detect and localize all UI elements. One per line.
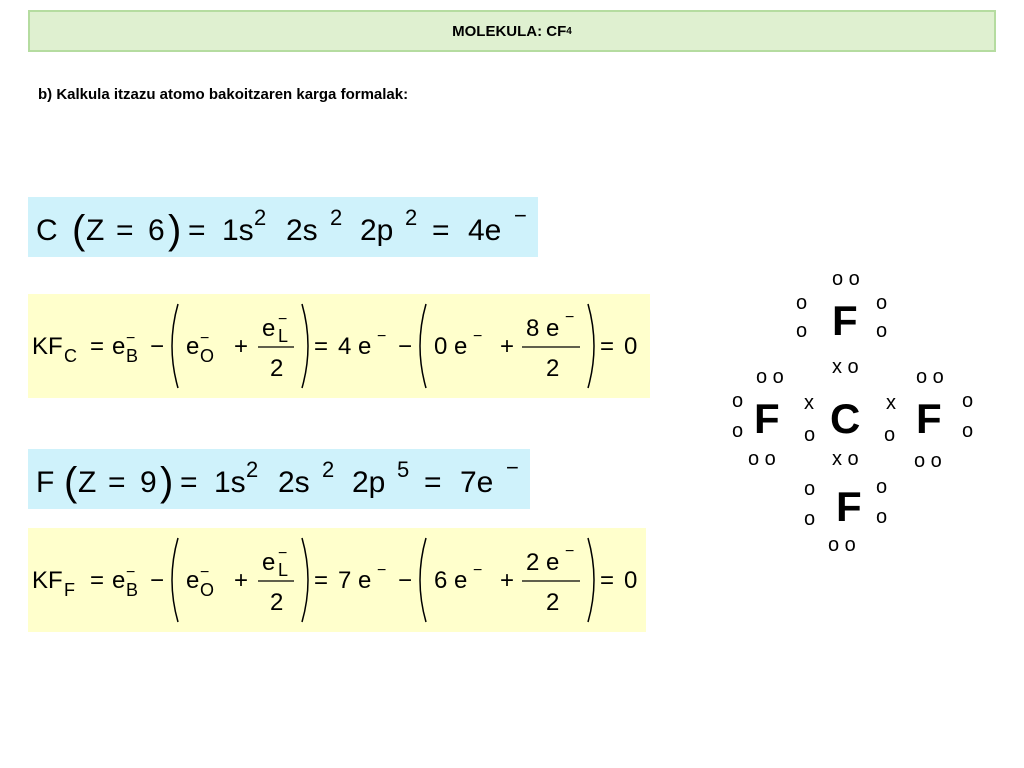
value-3-minus: −	[565, 309, 575, 326]
eo-subscript: O	[200, 346, 215, 366]
eb-subscript: B	[126, 580, 139, 600]
lone-pair: o o	[832, 268, 860, 290]
big-paren-left	[420, 538, 426, 622]
config-result: 4e	[468, 214, 502, 247]
fluorine-atom-bottom: F	[836, 483, 862, 530]
el-minus: −	[278, 545, 288, 562]
bond-electron: x	[804, 392, 814, 414]
bond-electron: o	[804, 424, 816, 446]
config-element: F	[36, 466, 55, 499]
lone-electron: o	[732, 420, 744, 442]
eb-label: e	[112, 567, 126, 594]
eo-subscript: O	[200, 580, 215, 600]
lone-pair: o o	[914, 450, 942, 472]
bond-electron: o	[884, 424, 896, 446]
bond-electron-pair: x o	[832, 356, 859, 378]
kf-label: KF	[32, 567, 63, 594]
value-1-minus: −	[377, 328, 387, 345]
value-2: 6 e	[434, 567, 468, 594]
config-equals-3: =	[432, 214, 450, 247]
eo-minus: −	[200, 330, 210, 347]
config-z-label: Z	[86, 214, 105, 247]
denominator: 2	[270, 589, 284, 616]
minus-sign: −	[150, 333, 165, 360]
config-equals-2: =	[188, 214, 206, 247]
lone-pair: o o	[916, 366, 944, 388]
lone-pair: o o	[756, 366, 784, 388]
slide-title-subscript: 4	[566, 25, 572, 37]
minus-sign: −	[150, 567, 165, 594]
config-2s-exp: 2	[322, 457, 335, 482]
equals-sign: =	[314, 567, 329, 594]
lone-electron: o	[876, 506, 888, 528]
lone-electron: o	[876, 320, 888, 342]
el-minus: −	[278, 311, 288, 328]
eo-minus: −	[200, 564, 210, 581]
config-equals-1: =	[108, 466, 126, 499]
value-2-minus: −	[473, 328, 483, 345]
equals-sign: =	[600, 333, 615, 360]
equals-sign: =	[600, 567, 615, 594]
config-z-value: 9	[140, 466, 157, 499]
value-1: 7 e	[338, 567, 372, 594]
lone-electron: o	[804, 478, 816, 500]
plus-sign: +	[500, 567, 515, 594]
lone-electron: o	[732, 390, 744, 412]
lone-electron: o	[876, 292, 888, 314]
config-1s: 1s	[222, 214, 254, 247]
fluorine-atom-right: F	[916, 395, 942, 442]
eo-label: e	[186, 333, 200, 360]
fluorine-atom-left: F	[754, 395, 780, 442]
kf-label: KF	[32, 333, 63, 360]
big-paren-right	[302, 304, 308, 388]
big-paren-left	[172, 304, 178, 388]
fluorine-atom-top: F	[832, 297, 858, 344]
config-equals-1: =	[116, 214, 134, 247]
close-paren: )	[168, 208, 182, 252]
lone-electron: o	[796, 292, 808, 314]
config-1s-exp: 2	[246, 457, 259, 482]
big-paren-left	[420, 304, 426, 388]
lone-electron: o	[962, 420, 974, 442]
config-result: 7e	[460, 466, 494, 499]
denominator: 2	[270, 355, 284, 382]
open-paren: (	[72, 208, 86, 252]
value-1: 4 e	[338, 333, 372, 360]
value-3: 2 e	[526, 549, 560, 576]
bond-electron-pair: x o	[832, 448, 859, 470]
minus-sign: −	[398, 567, 413, 594]
el-subscript: L	[278, 560, 289, 580]
big-paren-left	[172, 538, 178, 622]
big-paren-right	[302, 538, 308, 622]
denominator: 2	[546, 355, 560, 382]
minus-sign: −	[398, 333, 413, 360]
config-z-label: Z	[78, 466, 97, 499]
equals-sign: =	[314, 333, 329, 360]
config-2s: 2s	[286, 214, 318, 247]
config-z-value: 6	[148, 214, 165, 247]
instruction-text: b) Kalkula itzazu atomo bakoitzaren karga formalak:	[38, 86, 409, 103]
config-2s: 2s	[278, 466, 310, 499]
carbon-config-equation	[28, 197, 538, 257]
value-3: 8 e	[526, 315, 560, 342]
lone-electron: o	[876, 476, 888, 498]
lone-pair: o o	[748, 448, 776, 470]
plus-sign: +	[234, 567, 249, 594]
eb-minus: −	[126, 564, 136, 581]
value-2: 0 e	[434, 333, 468, 360]
config-result-sup: −	[506, 455, 519, 480]
denominator: 2	[546, 589, 560, 616]
title-bar	[28, 10, 996, 52]
config-2p: 2p	[360, 214, 394, 247]
lone-electron: o	[804, 508, 816, 530]
config-2p: 2p	[352, 466, 386, 499]
config-2s-exp: 2	[330, 205, 343, 230]
fluorine-config-equation	[28, 449, 530, 509]
fluorine-formal-charge-equation	[28, 528, 646, 632]
value-2-minus: −	[473, 562, 483, 579]
open-paren: (	[64, 460, 78, 504]
eb-label: e	[112, 333, 126, 360]
lone-electron: o	[962, 390, 974, 412]
config-element: C	[36, 214, 58, 247]
eo-label: e	[186, 567, 200, 594]
plus-sign: +	[500, 333, 515, 360]
lone-electron: o	[796, 320, 808, 342]
config-equals-3: =	[424, 466, 442, 499]
kf-subscript: C	[64, 346, 77, 366]
lewis-structure	[720, 255, 990, 565]
carbon-atom: C	[830, 395, 861, 442]
big-paren-right	[588, 304, 594, 388]
equals-sign: =	[90, 333, 105, 360]
config-result-sup: −	[514, 203, 527, 228]
bond-electron: x	[886, 392, 896, 414]
slide-title: MOLEKULA: CF	[452, 22, 567, 40]
plus-sign: +	[234, 333, 249, 360]
config-equals-2: =	[180, 466, 198, 499]
config-1s-exp: 2	[254, 205, 267, 230]
kf-subscript: F	[64, 580, 75, 600]
el-label: e	[262, 549, 276, 576]
close-paren: )	[160, 460, 174, 504]
value-1-minus: −	[377, 562, 387, 579]
config-1s: 1s	[214, 466, 246, 499]
big-paren-right	[588, 538, 594, 622]
config-2p-exp: 5	[397, 457, 410, 482]
result: 0	[624, 333, 638, 360]
el-subscript: L	[278, 326, 289, 346]
lone-pair: o o	[828, 534, 856, 556]
eb-subscript: B	[126, 346, 139, 366]
eb-minus: −	[126, 330, 136, 347]
config-2p-exp: 2	[405, 205, 418, 230]
result: 0	[624, 567, 638, 594]
el-label: e	[262, 315, 276, 342]
equals-sign: =	[90, 567, 105, 594]
carbon-formal-charge-equation	[28, 294, 650, 398]
value-3-minus: −	[565, 543, 575, 560]
